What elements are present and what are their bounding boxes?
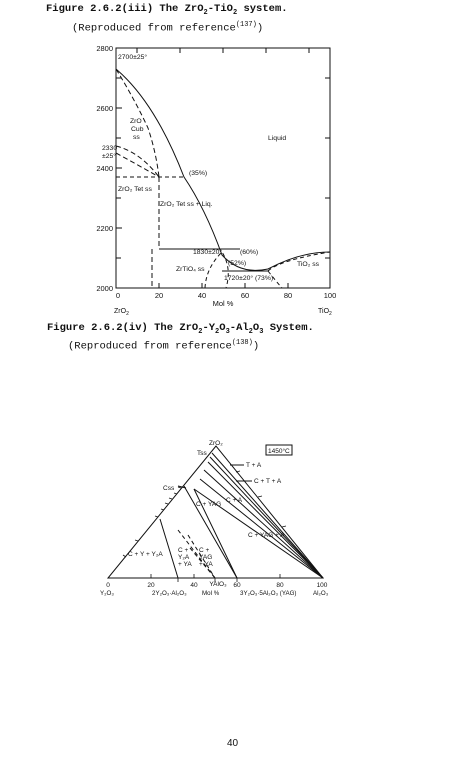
label-cyag: C + YAG (196, 501, 222, 508)
figure1-reproduced-note: (Reproduced from reference$^{(137)}$) (72, 21, 264, 35)
x-axis-label: Mol % (212, 299, 234, 308)
figure1-caption: Figure 2.6.2(iii) The ZrO$_2$-TiO$_2$ system. (46, 3, 288, 18)
x-tick-60: 60 (240, 291, 250, 300)
bottom-tick-60: 60 (233, 582, 241, 589)
y-tick-2600: 2600 (96, 104, 113, 113)
label-cub1: ZrO (130, 118, 142, 125)
label-cub3: ss (133, 134, 140, 141)
x-tick-100: 100 (323, 291, 337, 300)
bottom-y2o3: Y₂O₃ (100, 590, 114, 597)
bottom-mol: Mol % (202, 590, 220, 597)
label-cta: C + T + A (254, 478, 282, 485)
tie-line-1 (212, 453, 323, 578)
label-2700: 2700±25° (118, 54, 148, 61)
label-35: (35%) (189, 170, 208, 177)
bottom-yag: 3Y₂O₃·5Al₂O₃ (YAG) (240, 590, 297, 597)
label-ca: C + A (226, 497, 243, 504)
cubic-boundary-3 (116, 153, 159, 177)
y-tick-2400: 2400 (96, 164, 113, 173)
label-cub2: Cub (131, 126, 144, 133)
zro2-y2o3-al2o3-ternary-diagram (0, 440, 465, 650)
y-tick-2800: 2800 (96, 44, 113, 53)
label-60: (60%) (240, 249, 259, 256)
diagram1-frame (116, 48, 330, 288)
temp-1450: 1450°C (268, 448, 290, 455)
tie-line-4 (204, 470, 323, 578)
label-cyaga: C + YAG + A (248, 532, 285, 539)
label-ta: T + A (246, 462, 262, 469)
label-c3: + YA (178, 561, 192, 568)
label-tss: Tss (197, 450, 207, 457)
label-css: Css (163, 485, 175, 492)
x-tick-40: 40 (197, 291, 207, 300)
label-2330: 2330 (102, 145, 118, 152)
y-tick-2200: 2200 (96, 224, 113, 233)
y-tick-2000: 2000 (96, 284, 113, 293)
bottom-tick-0: 0 (106, 582, 110, 589)
label-d1: C + (199, 547, 210, 554)
bottom-tick-20: 20 (147, 582, 155, 589)
label-2330b: ±25° (102, 153, 117, 160)
label-d2: YAG (199, 554, 213, 561)
label-tio2ss: TiO₂ ss (297, 261, 320, 268)
label-zro2-left: ZrO$_2$ (114, 308, 129, 315)
bottom-tick-80: 80 (276, 582, 284, 589)
label-1720: 1720±20° (73%) (224, 275, 274, 282)
label-c1: C + (178, 547, 189, 554)
diagram1-x-ticks (137, 48, 309, 288)
bottom-tick-100: 100 (316, 582, 328, 589)
label-c2: Y₂A (178, 554, 190, 561)
label-d3: + YA (199, 561, 213, 568)
cubic-boundary-2 (116, 146, 159, 177)
tie-line-css-y2a (160, 519, 178, 578)
label-52: (52%) (228, 260, 247, 267)
bottom-2y2o3: 2Y₂O₃·Al₂O₃ (152, 590, 187, 597)
label-tet: ZrO₂ Tet ss (118, 186, 152, 193)
css-edge-ticks (123, 487, 181, 557)
x-tick-0: 0 (115, 291, 121, 300)
label-liquid: Liquid (268, 135, 287, 142)
apex-zro2: ZrO₂ (209, 440, 223, 447)
label-cyy2a: C + Y + Y₂A (128, 551, 163, 558)
bottom-tick-40: 40 (190, 582, 198, 589)
figure2-reproduced-note: (Reproduced from reference$^{(138)}$) (68, 339, 260, 353)
tie-line-5 (200, 479, 323, 578)
bottom-al2o3: Al₂O₃ (313, 590, 329, 597)
label-zrtio4: ZrTiO₄ ss (176, 266, 205, 273)
label-tio2-right: TiO$_2$ (318, 308, 332, 315)
label-1830: 1830±20° (193, 249, 223, 256)
zro2-tio2-phase-diagram (0, 40, 465, 315)
x-tick-20: 20 (154, 291, 164, 300)
label-tetliq: ZrO₂ Tet ss + Liq. (160, 201, 213, 208)
page-number: 40 (226, 738, 239, 749)
ternary-triangle (108, 446, 323, 578)
bottom-ya: YAlO₃ (209, 581, 227, 588)
figure2-caption: Figure 2.6.2(iv) The $ZrO_2-Y_2O_3-Al_2O_3$ System. (47, 322, 314, 337)
diagram1-y-ticks (116, 48, 330, 288)
x-tick-80: 80 (283, 291, 293, 300)
